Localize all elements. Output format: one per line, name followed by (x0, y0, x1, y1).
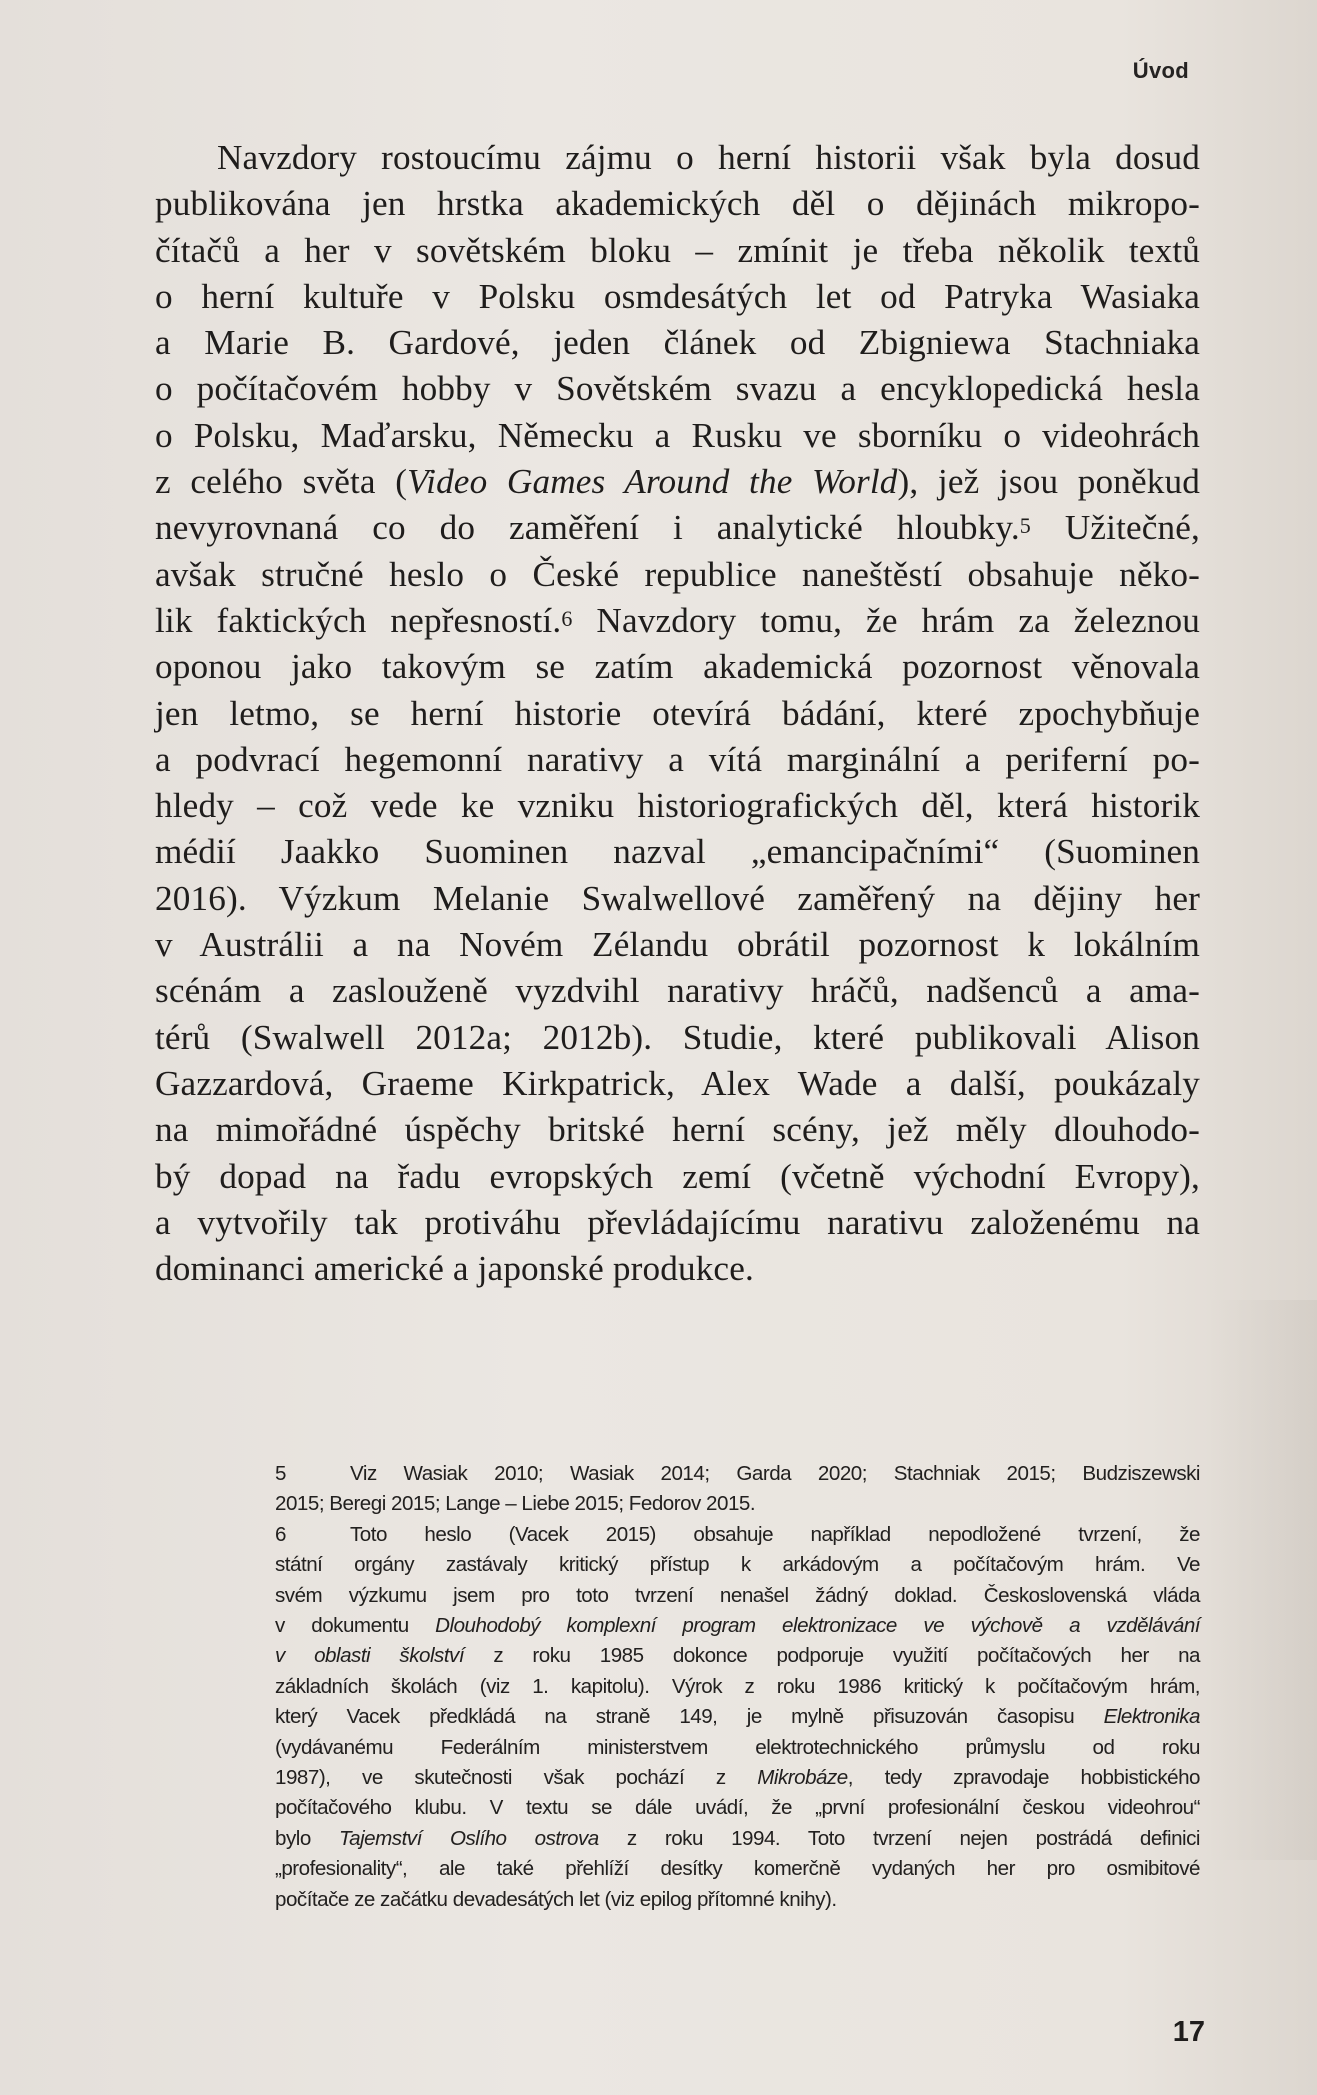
body-line: a Marie B. Gardové, jeden článek od Zbigniewa Stachniaka (155, 323, 1200, 363)
italic-text: Tajemství Oslího ostrova (338, 1826, 599, 1850)
text-run: z roku 1985 dokonce podporuje využití počítačových her na (464, 1644, 1200, 1668)
body-line: o počítačovém hobby v Sovětském svazu a encyklopedická hesla (155, 369, 1200, 409)
body-line: Navzdory rostoucímu zájmu o herní historii však byla dosud (217, 138, 1200, 177)
body-line: publikována jen hrstka akademických děl o dějinách mikropo- (155, 184, 1200, 224)
body-line: čítačů a her v sovětském bloku – zmínit je třeba několik textů (155, 230, 1200, 270)
body-line: v Austrálii a na Novém Zélandu obrátil pozornost k lokálním (155, 925, 1200, 965)
text-run: 1987), ve skutečnosti však pochází z (275, 1766, 758, 1790)
body-line (155, 598, 1200, 644)
body-line: térů (Swalwell 2012a; 2012b). Studie, které publikovali Alison (155, 1017, 1200, 1057)
footnote-line: počítače ze začátku devadesátých let (viz epilog přítomné knihy). (275, 1887, 837, 1911)
body-line: hledy – což vede ke vzniku historiografických děl, která historik (155, 786, 1200, 826)
text-run: Navzdory tomu, že hrám za železnou (572, 600, 1201, 640)
footnote-line (275, 1611, 1200, 1641)
text-run: z roku 1994. Toto tvrzení nejen postrádá definici (598, 1826, 1200, 1850)
text-run: bylo (275, 1826, 339, 1850)
body-line: oponou jako takovým se zatím akademická pozornost věnovala (155, 647, 1200, 687)
body-line (155, 505, 1200, 551)
italic-text: Elektronika (1103, 1705, 1200, 1729)
footnotes (275, 1459, 1200, 1915)
footnote-ref: 6 (561, 605, 573, 631)
italic-text: Dlouhodobý komplexní program elektronizace ve výchově a vzdělávání (435, 1614, 1200, 1638)
italic-text: Video Games Around the World (407, 462, 898, 502)
body-line: o herní kultuře v Polsku osmdesátých let od Patryka Wasiaka (155, 276, 1200, 316)
body-line: médií Jaakko Suominen nazval „emancipačními“ (Suominen (155, 832, 1200, 872)
footnote-line: státní orgány zastávaly kritický přístup k arkádovým a počítačovým hrám. Ve (275, 1553, 1200, 1577)
body-line: avšak stručné heslo o České republice naneštěstí obsahuje něko- (155, 554, 1200, 594)
footnote-line (275, 1702, 1200, 1732)
text-run: v dokumentu (275, 1614, 436, 1638)
body-line: jen letmo, se herní historie otevírá bádání, které zpochybňuje (155, 693, 1200, 733)
page-shadow (1207, 1300, 1317, 1860)
body-line: bý dopad na řadu evropských zemí (včetně východní Evropy), (155, 1156, 1200, 1196)
footnote-ref: 5 (1019, 513, 1031, 539)
footnote-line (275, 1459, 1200, 1489)
text-run: lik faktických nepřesností. (155, 600, 562, 640)
footnote-line (275, 1763, 1200, 1793)
running-head: Úvod (1132, 58, 1189, 83)
italic-text: Mikrobáze (757, 1766, 848, 1790)
body-line: na mimořádné úspěchy britské herní scény, jež měly dlouhodo- (155, 1110, 1200, 1150)
footnote-line: základních školách (viz 1. kapitolu). Výrok z roku 1986 kritický k počítačovým hrám, (275, 1674, 1200, 1698)
footnote-number: 5 (275, 1462, 286, 1485)
footnote-text: Viz Wasiak 2010; Wasiak 2014; Garda 2020; Stachniak 2015; Budziszewski (350, 1462, 1200, 1485)
body-line (155, 459, 1200, 505)
footnote-text: Toto heslo (Vacek 2015) obsahuje například nepodložené tvrzení, že (350, 1522, 1200, 1546)
footnote-line: „profesionality“, ale také přehlíží desítky komerčně vydaných her pro osmibitové (275, 1857, 1200, 1881)
body-text (155, 135, 1200, 1292)
body-line: a podvrací hegemonní narativy a vítá marginální a periferní po- (155, 739, 1200, 779)
body-line: o Polsku, Maďarsku, Německu a Rusku ve sborníku o videohrách (155, 415, 1200, 455)
page-number: 17 (1172, 2016, 1205, 2048)
footnote-line: svém výzkumu jsem pro toto tvrzení nenašel žádný doklad. Československá vláda (275, 1583, 1200, 1607)
text-run: nevyrovnaná co do zaměření i analytické hloubky. (155, 508, 1020, 548)
text-run: z celého světa ( (155, 462, 408, 502)
body-line: a vytvořily tak protiváhu převládajícímu narativu založenému na (155, 1202, 1200, 1242)
footnote-line (275, 1824, 1200, 1854)
body-line: Gazzardová, Graeme Kirkpatrick, Alex Wade a další, poukázaly (155, 1063, 1200, 1103)
body-line: dominanci americké a japonské produkce. (155, 1249, 754, 1289)
text-run: ), jež jsou poněkud (897, 462, 1200, 502)
body-line: 2016). Výzkum Melanie Swalwellové zaměřený na dějiny her (155, 878, 1200, 918)
footnote-line: počítačového klubu. V textu se dále uvádí, že „první profesionální českou videohrou“ (275, 1796, 1200, 1820)
text-run: , tedy zpravodaje hobbistického (847, 1766, 1200, 1790)
footnote-number: 6 (275, 1522, 286, 1546)
italic-text: v oblasti školství (275, 1644, 465, 1668)
footnote-line (275, 1520, 1200, 1550)
footnote-line: (vydávanému Federálním ministerstvem elektrotechnického průmyslu od roku (275, 1735, 1200, 1759)
body-line: scénám a zaslouženě vyzdvihl narativy hráčů, nadšenců a ama- (155, 971, 1200, 1011)
footnote-line (275, 1641, 1200, 1671)
text-run: Užitečné, (1030, 508, 1200, 548)
text-run: který Vacek předkládá na straně 149, je mylně přisuzován časopisu (275, 1705, 1104, 1729)
footnote-line: 2015; Beregi 2015; Lange – Liebe 2015; Fedorov 2015. (275, 1492, 756, 1516)
